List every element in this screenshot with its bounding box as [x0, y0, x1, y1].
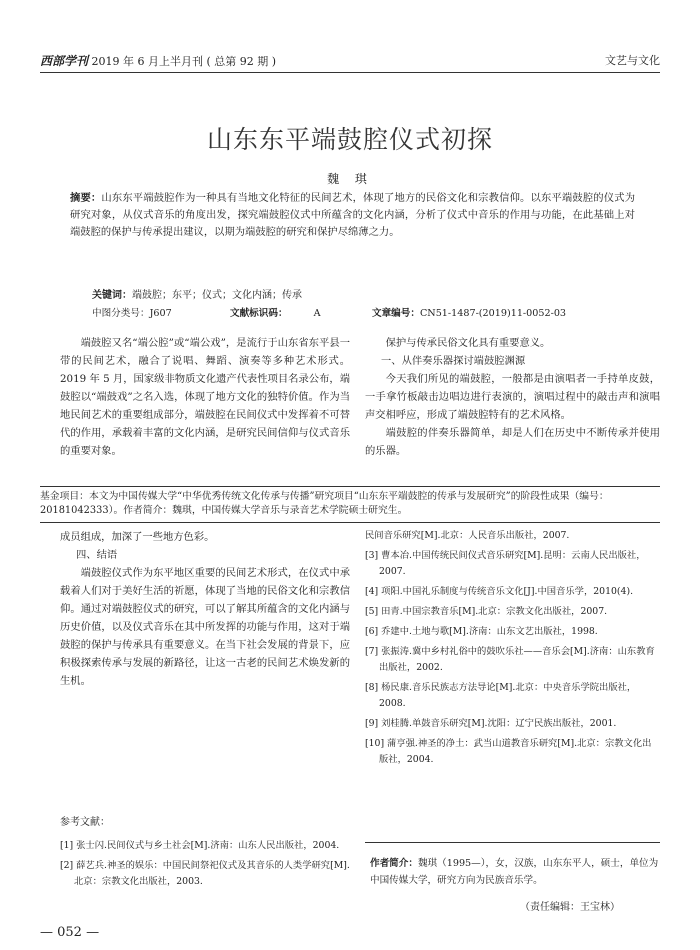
body-paragraph: 成员组成，加深了一些地方色彩。	[60, 531, 215, 543]
reference-item: [2] 薛艺兵.神圣的娱乐：中国民间祭祀仪式及其音乐的人类学研究[M].北京：宗教文化出版社，2003.	[60, 860, 350, 887]
body-paragraph: 保护与传承民俗文化具有重要意义。	[385, 337, 551, 349]
clc-label: 中图分类号：	[92, 308, 150, 319]
reference-item: [5] 田青.中国宗教音乐[M].北京：宗教文化出版社，2007.	[365, 606, 608, 617]
reference-item: [8] 杨民康.音乐民族志方法导论[M].北京：中央音乐学院出版社，2008.	[365, 682, 637, 709]
author-note-text: 魏琪（1995—），女，汉族，山东东平人，硕士，单位为中国传媒大学，研究方向为民族音乐学。	[370, 858, 659, 886]
page-number: — 052 —	[40, 925, 100, 940]
keywords-text: 端鼓腔；东平；仪式；文化内涵；传承	[132, 290, 302, 301]
author-note-label: 作者简介：	[370, 858, 418, 869]
doc-code-label: 文献标识码：	[230, 308, 288, 319]
running-header	[40, 50, 660, 72]
abstract-text: 山东东平端鼓腔作为一种具有当地文化特征的民间艺术，体现了地方的民俗文化和宗教信仰。以东平端鼓腔的仪式为研究对象，从仪式音乐的角度出发，探究端鼓腔仪式中所蕴含的文化内涵，分析了仪式中音乐的作用与功能，在此基础上对端鼓腔的保护与传承提出建议，以期为端鼓腔的研究和保护尽绵薄之力。	[70, 192, 636, 238]
references-title: 参考文献：	[60, 817, 110, 828]
header-journal	[40, 52, 276, 69]
article-title: 山东东平端鼓腔仪式初探	[206, 125, 493, 154]
clc-value: J607	[149, 308, 172, 319]
article-author: 魏 琪	[327, 172, 373, 186]
clc-number	[92, 305, 172, 319]
references-right	[365, 528, 660, 772]
body-paragraph: 端鼓腔的伴奏乐器简单，却是人们在历史中不断传承并使用的乐器。	[365, 427, 660, 457]
author-note-rule	[365, 842, 660, 843]
header-rule	[40, 72, 660, 73]
author-note	[370, 855, 660, 889]
abstract	[70, 190, 635, 241]
reference-item: [3] 曹本冶.中国传统民间仪式音乐研究[M].昆明：云南人民出版社，2007.	[365, 550, 646, 577]
reference-item: [9] 刘桂腾.单鼓音乐研究[M].沈阳：辽宁民族出版社，2001.	[365, 718, 617, 729]
section-name: 文艺与文化	[605, 54, 660, 67]
fund-bottom-rule	[40, 522, 660, 523]
reference-item: [6] 乔建中.土地与歌[M].济南：山东文艺出版社，1998.	[365, 626, 598, 637]
keywords	[92, 286, 632, 301]
fund-rule	[40, 486, 660, 487]
section-heading: 四、结语	[76, 549, 118, 561]
fund-note: 基金项目：本文为中国传媒大学“中华优秀传统文化传承与传播”研究项目“山东东平端鼓腔的传承与发展研究”的阶段性成果（编号：20181042333）。作者简介：魏琪，中国传媒大学音乐与录音艺术学院硕士研究生。	[40, 491, 609, 516]
doc-code-value: A	[313, 308, 321, 319]
article-number-value: CN51-1487-(2019)11-0052-03	[419, 308, 567, 319]
left-column-bottom	[60, 528, 350, 690]
body-paragraph: 端鼓腔又名“端公腔”或“端公戏”，是流行于山东省东平县一带的民间艺术，融合了说唱、舞蹈、演奏等多种艺术形式。2019 年 5 月，国家级非物质文化遗产代表性项目名录公布，端鼓腔以“端鼓戏”之名入选，体现了地方文化的独特价值。作为当地民间艺术的重要组成部分，端鼓腔在民间仪式中发挥着不可替代的作用，承载着丰富的文化内涵，是研究民间信仰与仪式音乐的重要对象。	[60, 337, 350, 457]
article-number-label: 文章编号：	[372, 308, 420, 319]
left-column-top	[60, 334, 350, 460]
reference-item: [10] 蒲亨强.神圣的净土：武当山道教音乐研究[M].北京：宗教文化出版社，2004.	[365, 738, 652, 765]
doc-code	[230, 305, 321, 319]
article-number	[372, 305, 566, 319]
reference-item: 民间音乐研究[M].北京：人民音乐出版社，2007.	[365, 530, 570, 541]
section-heading: 一、从伴奏乐器探讨端鼓腔渊源	[381, 355, 526, 367]
reference-item: [4] 项阳.中国礼乐制度与传统音乐文化[J].中国音乐学，2010(4).	[365, 586, 634, 597]
right-column-top	[365, 334, 660, 460]
reference-item: [1] 张士闪.民间仪式与乡土社会[M].济南：山东人民出版社，2004.	[60, 840, 340, 851]
body-paragraph: 端鼓腔仪式作为东平地区重要的民间艺术形式，在仪式中承载着人们对于美好生活的祈愿，体现了当地的民俗文化和宗教信仰。通过对端鼓腔仪式的研究，可以了解其所蕴含的文化内涵与历史价值，以及仪式音乐在其中所发挥的功能与作用，这对于端鼓腔的保护与传承具有重要意义。在当下社会发展的背景下，应积极探索传承与发展的新路径，让这一古老的民间艺术焕发新的生机。	[60, 567, 350, 687]
issue-info: 2019 年 6 月上半月刊 ( 总第 92 期 )	[91, 55, 277, 68]
abstract-label: 摘要：	[70, 192, 102, 204]
body-paragraph: 今天我们所见的端鼓腔，一般都是由演唱者一手持单皮鼓，一手拿竹板敲击边唱边进行表演的，演唱过程中的敲击声和演唱声交相呼应，形成了端鼓腔特有的艺术风格。	[365, 373, 660, 421]
keywords-label: 关键词：	[92, 290, 132, 301]
editor-note: （责任编辑：王宝林）	[520, 902, 620, 913]
references-left	[60, 814, 350, 894]
reference-item: [7] 张振涛.冀中乡村礼俗中的鼓吹乐社——音乐会[M].济南：山东教育出版社，2002.	[365, 646, 655, 673]
journal-logo: 西部学刊	[40, 54, 89, 68]
